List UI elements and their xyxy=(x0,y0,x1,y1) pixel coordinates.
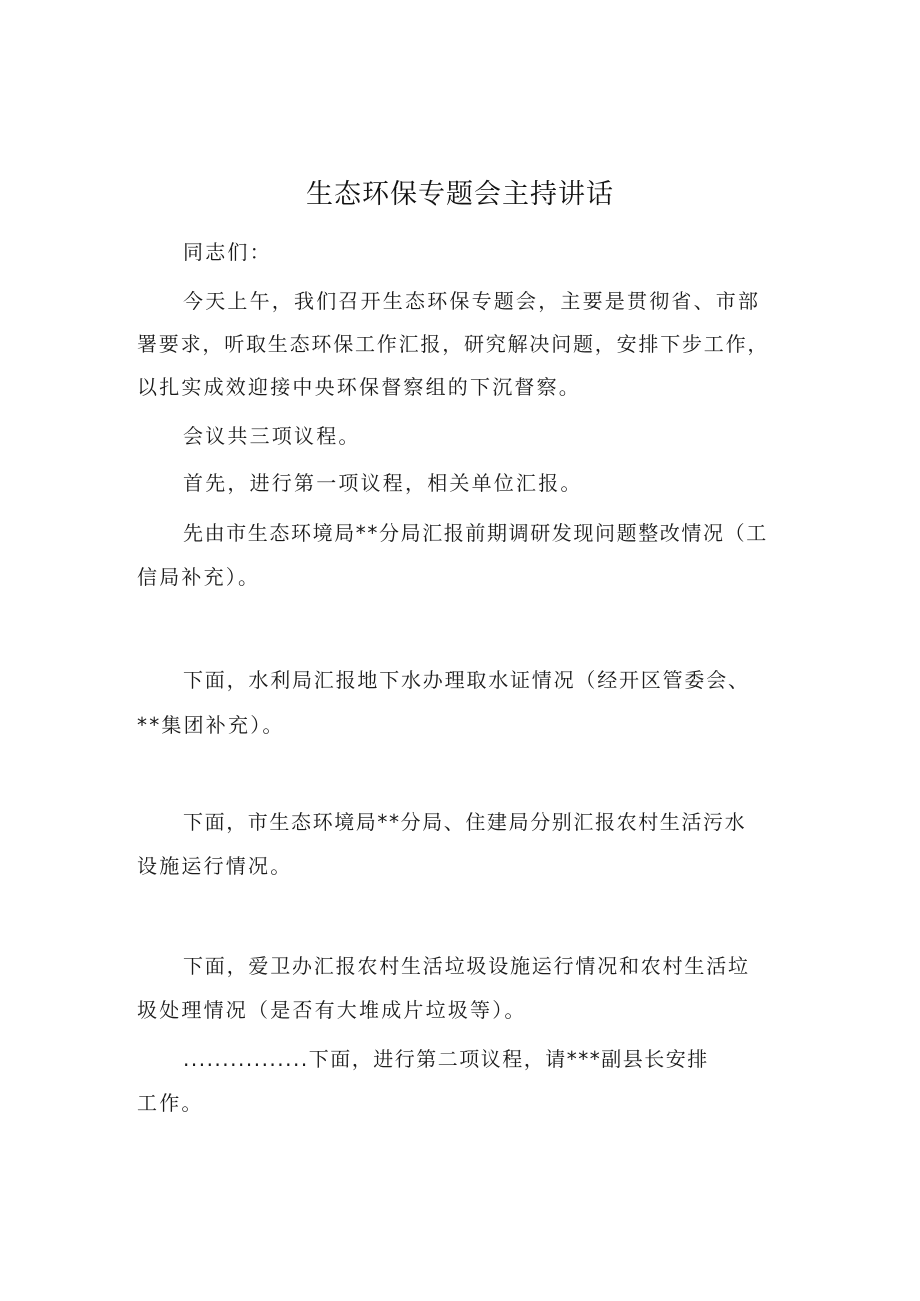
paragraph-line: 署要求，听取生态环保工作汇报，研究解决问题，安排下步工作， xyxy=(137,332,770,356)
paragraph-line: 信局补充）。 xyxy=(137,565,261,589)
document-title: 生态环保专题会主持讲话 xyxy=(306,179,614,210)
paragraph-line: 先由市生态环境局**分局汇报前期调研发现问题整改情况（工 xyxy=(183,521,768,545)
paragraph-line: 今天上午，我们召开生态环保专题会，主要是贯彻省、市部 xyxy=(183,289,761,313)
salutation: 同志们： xyxy=(183,240,272,264)
paragraph-line: 设施运行情况。 xyxy=(137,854,293,878)
paragraph-line: 下面，水利局汇报地下水办理取水证情况（经开区管委会、 xyxy=(183,668,750,692)
paragraph-line: 会议共三项议程。 xyxy=(183,424,361,448)
paragraph-line: 下面，市生态环境局**分局、住建局分别汇报农村生活污水 xyxy=(183,810,747,834)
paragraph-line: ................下面，进行第二项议程，请***副县长安排 xyxy=(183,1047,709,1071)
paragraph-line: 圾处理情况（是否有大堆成片垃圾等）。 xyxy=(137,998,527,1022)
paragraph-line: 下面，爱卫办汇报农村生活垃圾设施运行情况和农村生活垃 xyxy=(183,954,750,978)
paragraph-line: **集团补充）。 xyxy=(137,713,285,737)
paragraph-line: 以扎实成效迎接中央环保督察组的下沉督察。 xyxy=(137,375,581,399)
paragraph-line: 工作。 xyxy=(137,1091,204,1115)
paragraph-line: 首先，进行第一项议程，相关单位汇报。 xyxy=(183,471,583,495)
